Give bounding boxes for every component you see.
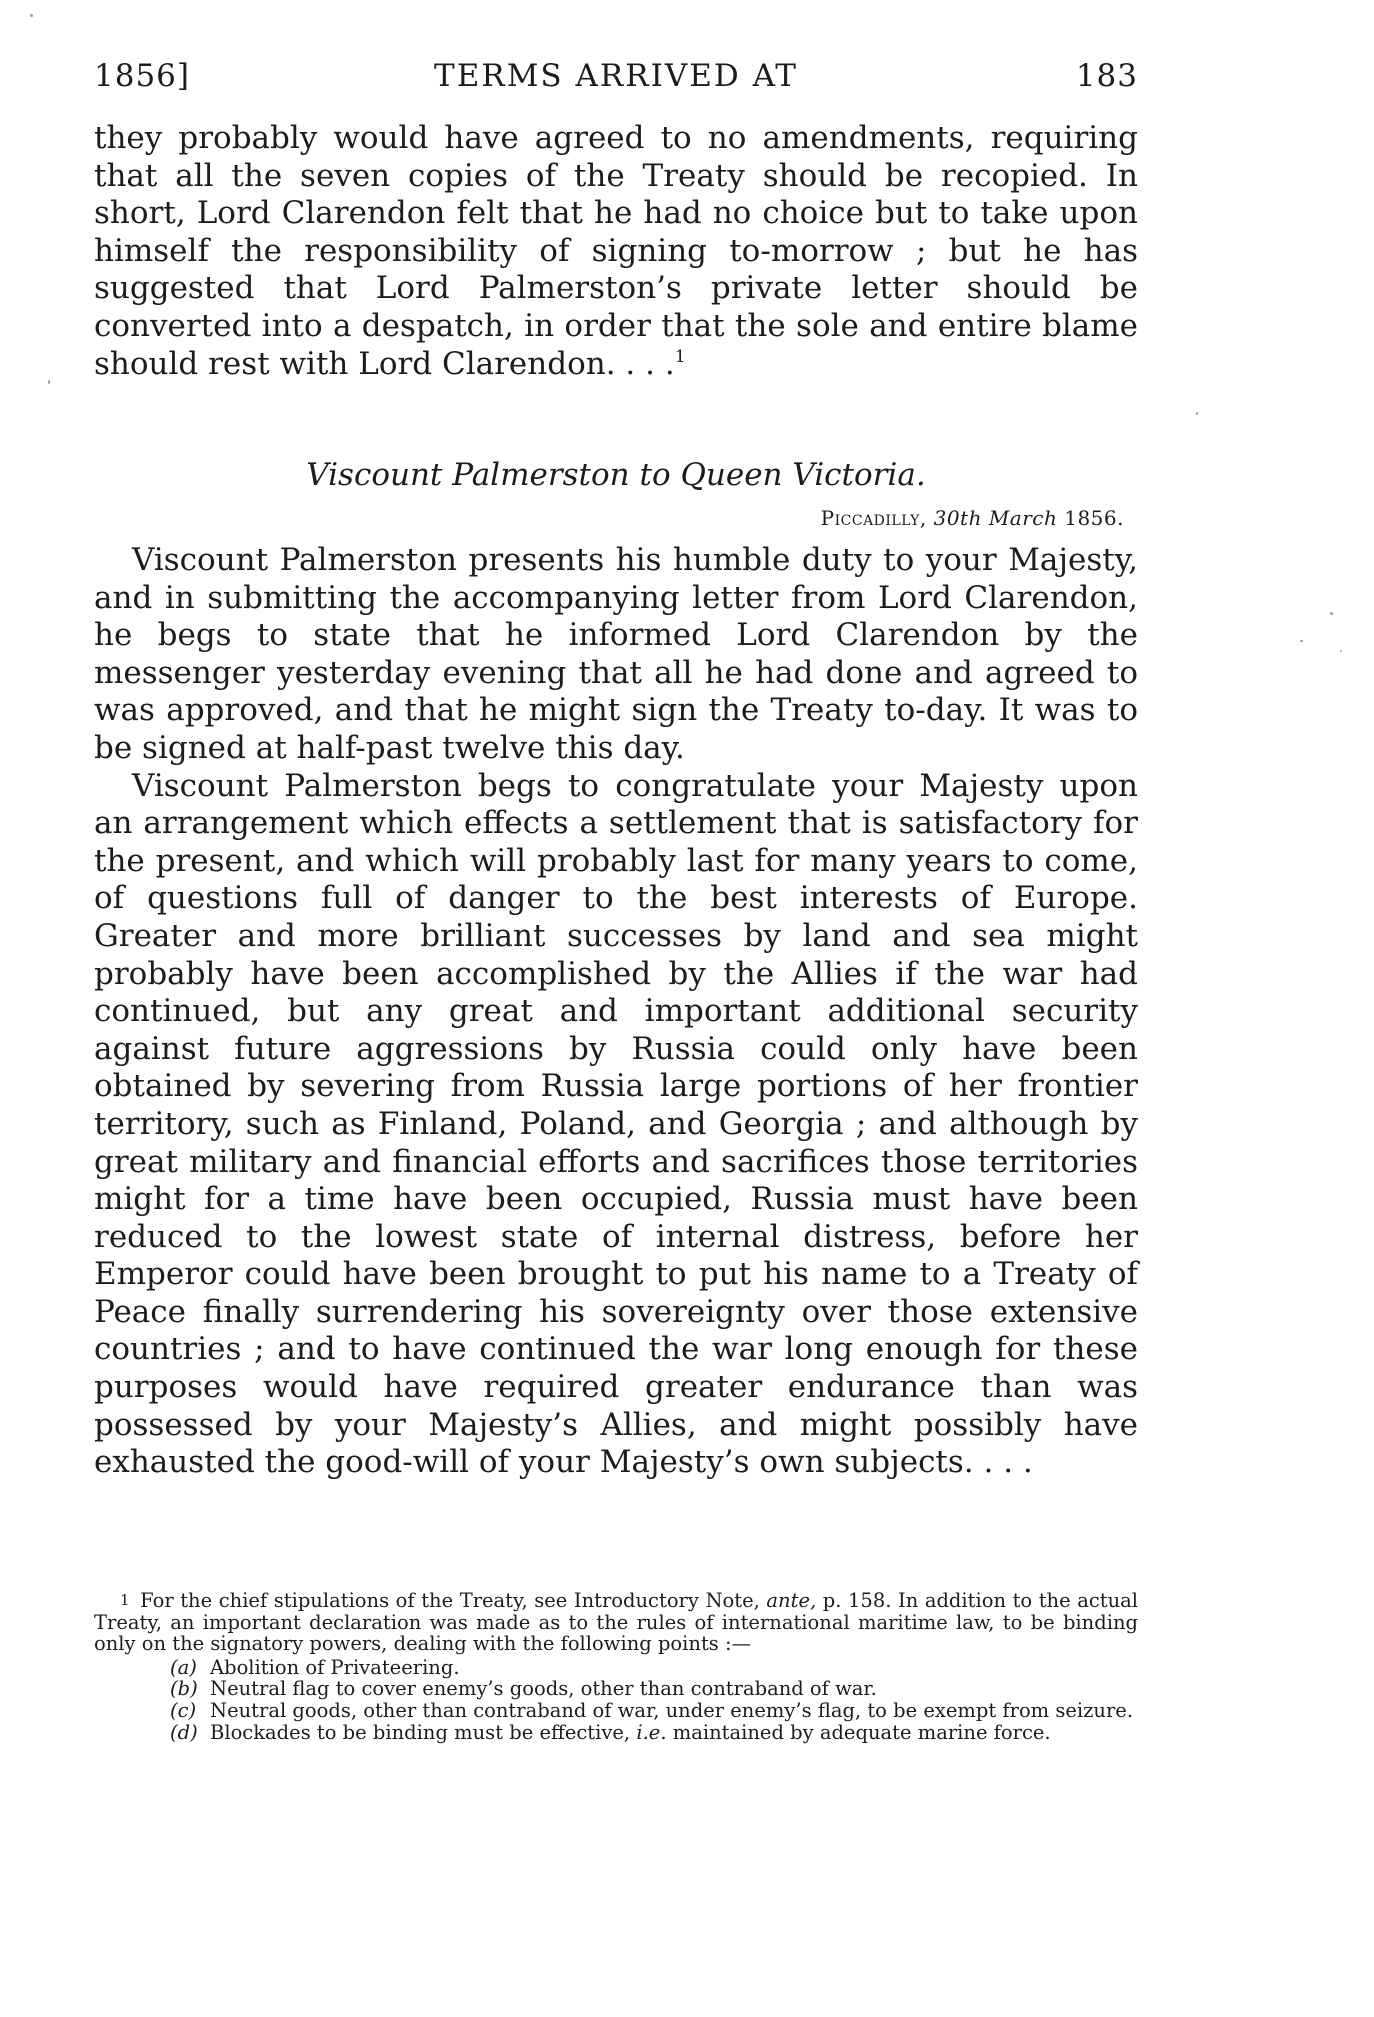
footnote — [94, 1590, 1138, 1743]
letter-paragraph-1: Viscount Palmerston presents his humble duty to your Majesty, and in submitting the accompanying letter from Lord Clarendon, he begs to state that he informed Lord Clarendon by the messenger yesterday evening that all he had done and agreed to was approved, and that he might sign the Treaty to-day. It was to be signed at half-past twelve this day. — [94, 542, 1138, 766]
running-head-year: 1856] — [94, 58, 190, 94]
print-speck — [30, 14, 33, 17]
footnote-point-text: Neutral goods, other than contraband of war, under enemy’s flag, to be exempt from seizure. — [210, 1698, 1134, 1722]
letter-paragraph-2: Viscount Palmerston begs to congratulate your Majesty upon an arrangement which effects a settlement that is satisfactory for the present, and which will probably last for many years to come, of questions full of danger to the best interests of Europe. Greater and more brilliant successes by land and sea might probably have been accomplished by the Allies if the war had continued, but any great and important additional security against future aggressions by Russia could only have been obtained by severing from Russia large portions of her frontier territory, such as Finland, Poland, and Georgia ; and although by great military and financial efforts and sacrifices those territories might for a time have been occupied, Russia must have been reduced to the lowest state of internal distress, before her Emperor could have been brought to put his name to a Treaty of Peace finally surrendering his sovereignty over those extensive countries ; and to have continued the war long enough for these purposes would have required greater endurance than was possessed by your Majesty’s Allies, and might possibly have exhausted the good-will of your Majesty’s own subjects. . . . — [94, 767, 1138, 1481]
dateline-year: 1856. — [1064, 506, 1124, 530]
footnote-point — [170, 1677, 1138, 1701]
footnote-marker[interactable]: 1 — [674, 346, 686, 367]
footnote-point — [170, 1698, 1138, 1722]
running-head — [94, 58, 1138, 98]
footnote-point-text: Neutral flag to cover enemy’s goods, other than contraband of war. — [210, 1677, 877, 1701]
footnote-point-label: (b) — [170, 1677, 198, 1701]
letter-heading: Viscount Palmerston to Queen Victoria. — [306, 457, 926, 493]
footnote-point-label: (a) — [170, 1655, 197, 1679]
footnote-point-text: Abolition of Privateering. — [210, 1655, 460, 1679]
dateline-day: 30th — [933, 506, 982, 530]
footnote-number: 1 — [120, 1591, 130, 1609]
continued-paragraph-text: they probably would have agreed to no amendments, requiring that all the seven copies of the Treaty should be recopied. In short, Lord Clarendon felt that he had no choice but to take upon himself the responsibility of signing to-morrow ; but he has suggested that Lord Palmerston’s private letter should be converted into a despatch, in order that the sole and entire blame should rest with Lord Clarendon. . . . — [94, 120, 1138, 382]
footnote-ie: i.e. — [636, 1720, 667, 1744]
print-speck — [1196, 412, 1198, 415]
dateline-month: March — [988, 506, 1058, 530]
footnote-text-end: p. 158. In addition to the actual Treaty, an important declaration was made as to the rules of international maritime law, to be binding only on the signatory powers, dealing with the following points :— — [94, 1589, 1139, 1656]
footnote-points-list — [94, 1657, 1138, 1743]
footnote-text-start: For the chief stipulations of the Treaty, see Introductory Note, — [140, 1589, 760, 1612]
footnote-point — [170, 1720, 1138, 1744]
footnote-ante: ante, — [766, 1589, 817, 1612]
footnote-point-label: (c) — [170, 1698, 197, 1722]
print-speck — [1340, 650, 1342, 652]
footnote-point-text-end: maintained by adequate marine force. — [672, 1720, 1051, 1744]
dateline-place: Piccadilly, — [820, 506, 927, 530]
print-speck — [1330, 612, 1333, 615]
running-head-title: TERMS ARRIVED AT — [434, 58, 798, 94]
letter-dateline — [94, 506, 1124, 530]
footnote-point — [170, 1655, 1138, 1679]
print-speck — [48, 380, 50, 384]
footnote-point-label: (d) — [170, 1720, 198, 1744]
print-speck — [1300, 640, 1303, 642]
footnote-point-text: Blockades to be binding must be effective, — [210, 1720, 631, 1744]
letter-body — [94, 542, 1138, 1482]
page-number: 183 — [1075, 58, 1138, 94]
continued-paragraph — [94, 120, 1138, 383]
